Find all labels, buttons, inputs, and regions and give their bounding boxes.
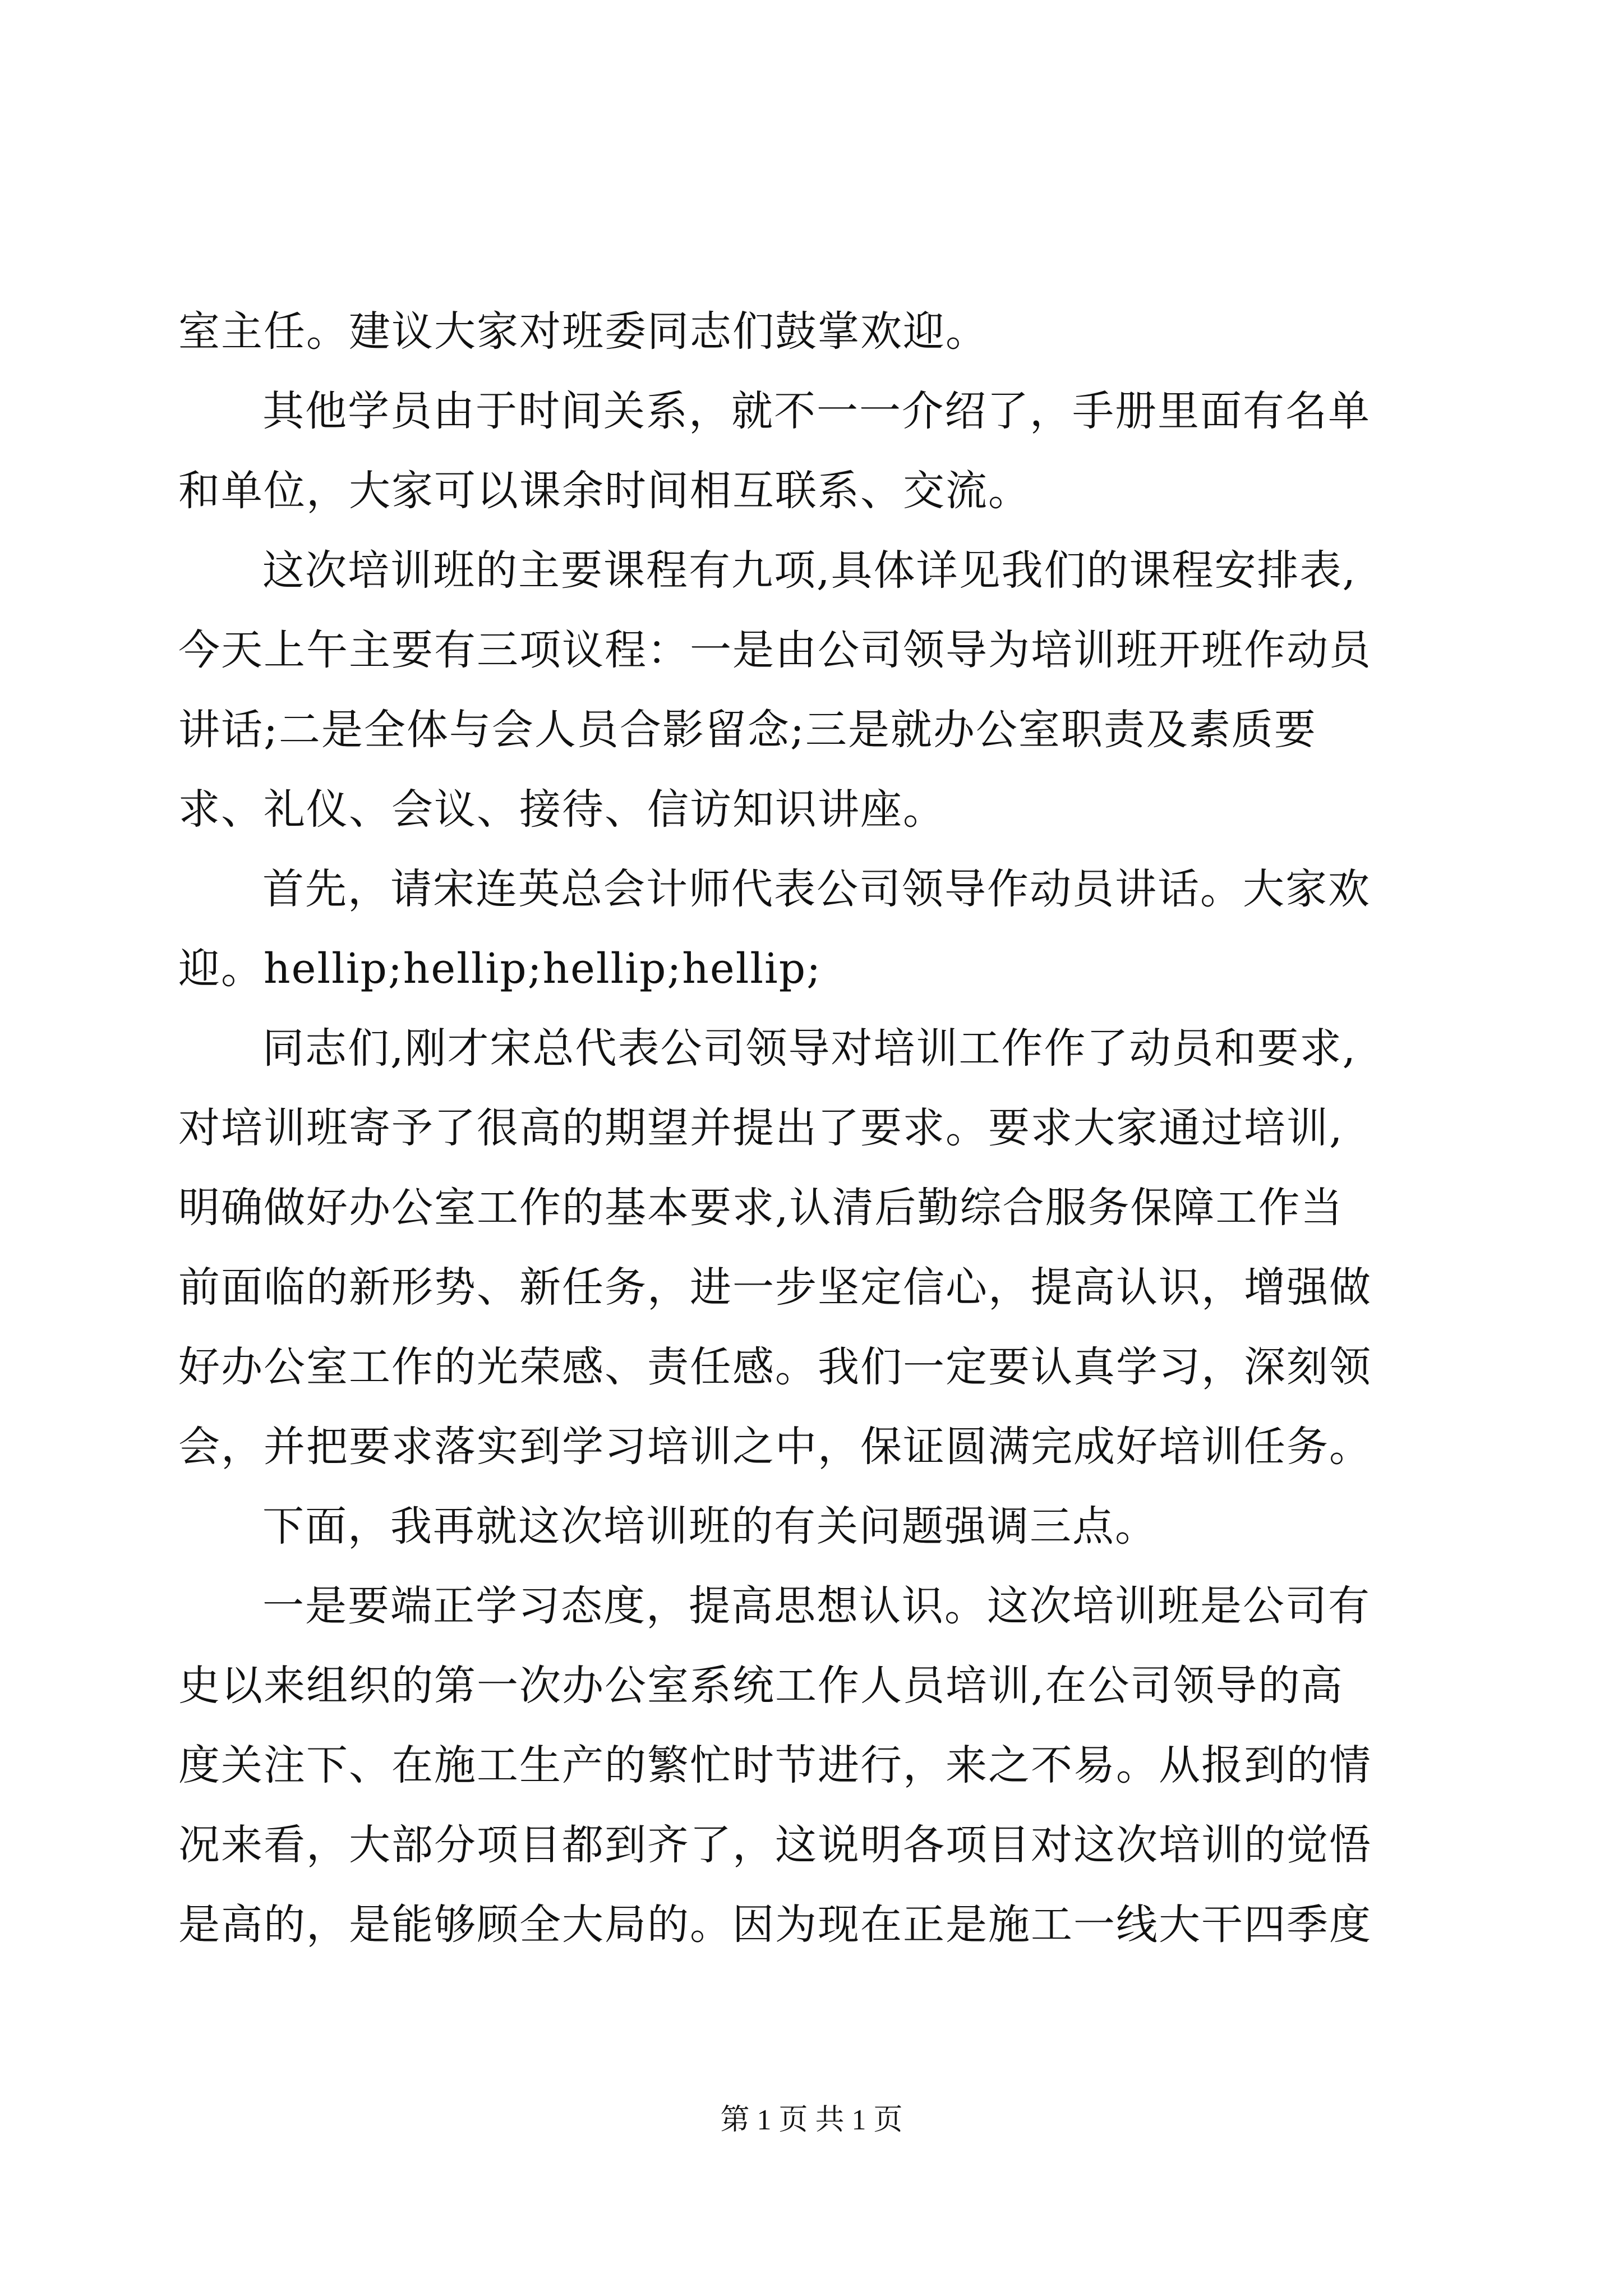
text-line: 会，并把要求落实到学习培训之中，保证圆满完成好培训任务。	[178, 1423, 1372, 1471]
text-line: 史以来组织的第一次办公室系统工作人员培训,在公司领导的高	[178, 1662, 1344, 1710]
text-line: 讲话;二是全体与会人员合影留念;三是就办公室职责及素质要	[178, 706, 1317, 754]
page-footer: 第 1 页 共 1 页	[720, 2104, 903, 2136]
text-line: 度关注下、在施工生产的繁忙时节进行，来之不易。从报到的情	[178, 1741, 1372, 1789]
document-body	[178, 292, 1412, 1964]
text-line: 明确做好办公室工作的基本要求,认清后勤综合服务保障工作当	[178, 1184, 1344, 1232]
text-line: 对培训班寄予了很高的期望并提出了要求。要求大家通过培训,	[178, 1104, 1344, 1152]
text-line: 是高的，是能够顾全大局的。因为现在正是施工一线大干四季度	[178, 1901, 1372, 1949]
text-line: 其他学员由于时间关系，就不一一介绍了，手册里面有名单	[262, 387, 1371, 435]
text-line: 前面临的新形势、新任务，进一步坚定信心，提高认识，增强做	[178, 1263, 1372, 1312]
text-line: 况来看，大部分项目都到齐了，这说明各项目对这次培训的觉悟	[178, 1821, 1372, 1869]
text-line: 室主任。建议大家对班委同志们鼓掌欢迎。	[178, 307, 988, 356]
text-line: 和单位，大家可以课余时间相互联系、交流。	[178, 467, 1031, 515]
text-line: 求、礼仪、会议、接待、信访知识讲座。	[178, 785, 946, 834]
text-line: 这次培训班的主要课程有九项,具体详见我们的课程安排表,	[262, 546, 1357, 595]
text-line: 同志们,刚才宋总代表公司领导对培训工作作了动员和要求,	[262, 1024, 1357, 1073]
text-line: 一是要端正学习态度，提高思想认识。这次培训班是公司有	[262, 1582, 1371, 1630]
text-line: 下面，我再就这次培训班的有关问题强调三点。	[262, 1502, 1158, 1550]
text-line: 首先，请宋连英总会计师代表公司领导作动员讲话。大家欢	[262, 865, 1371, 913]
text-line: 好办公室工作的光荣感、责任感。我们一定要认真学习，深刻领	[178, 1343, 1372, 1391]
text-line: 迎。hellip;hellip;hellip;hellip;	[178, 945, 822, 993]
text-line: 今天上午主要有三项议程：一是由公司领导为培训班开班作动员	[178, 626, 1372, 674]
